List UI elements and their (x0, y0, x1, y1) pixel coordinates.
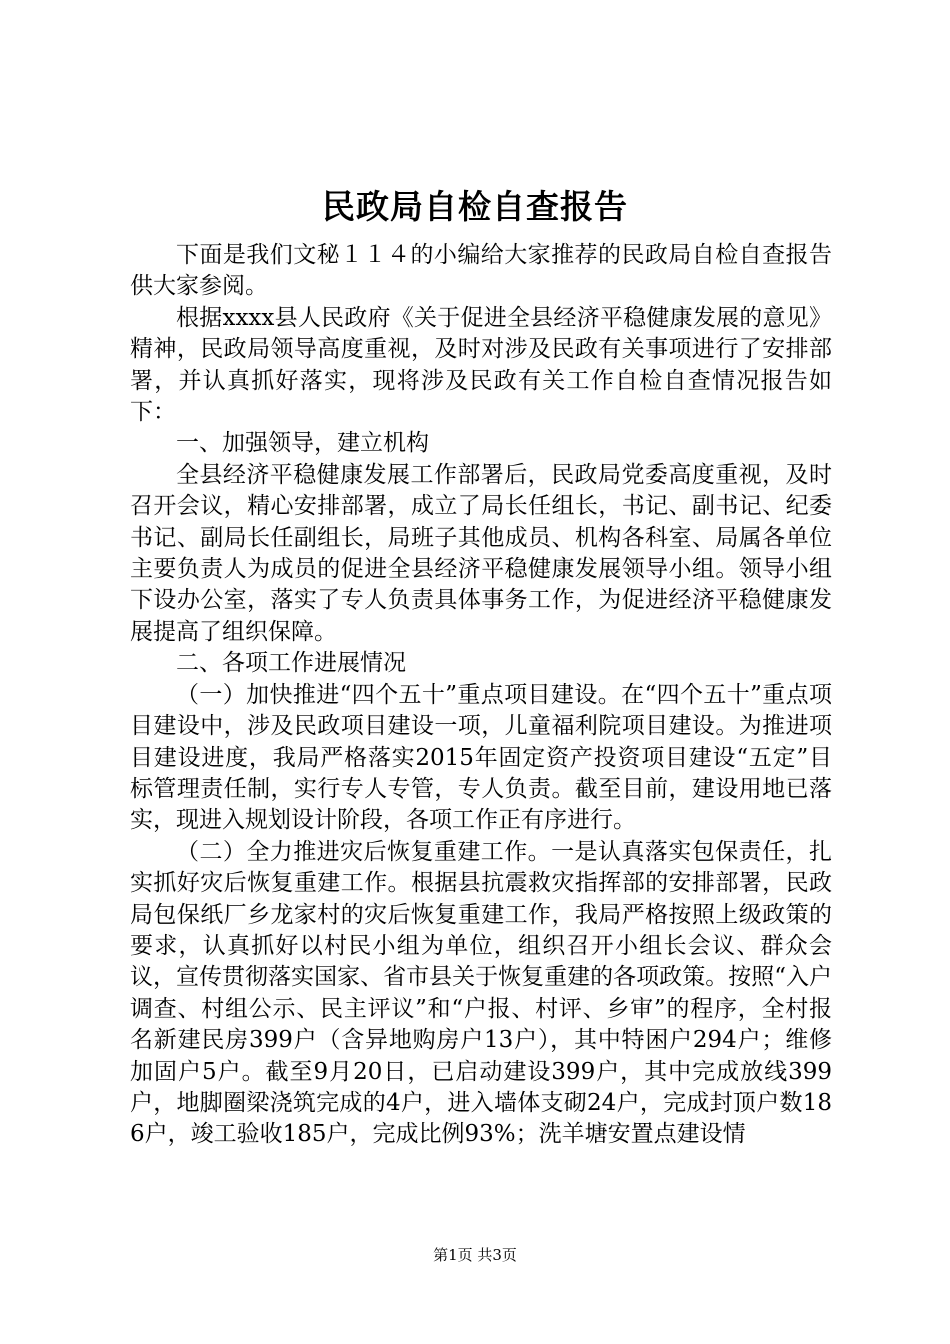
paragraph-leadership: 全县经济平稳健康发展工作部署后，民政局党委高度重视，及时召开会议，精心安排部署，成立了局长任组长，书记、副书记、纪委书记、副局长任副组长，局班子其他成员、机构各科室、局属各单位主要负责人为成员的促进全县经济平稳健康发展领导小组。领导小组下设办公室，落实了专人负责具体事务工作，为促进经济平稳健康发展提高了组织保障。 (130, 461, 832, 645)
document-title: 民政局自检自查报告 (322, 187, 628, 226)
paragraph-reconstruction: （二）全力推进灾后恢复重建工作。一是认真落实包保责任，扎实抓好灾后恢复重建工作。根据县抗震救灾指挥部的安排部署，民政局包保纸厂乡龙家村的灾后恢复重建工作，我局严格按照上级政策的要求，认真抓好以村民小组为单位，组织召开小组长会议、群众会议，宣传贯彻落实国家、省市县关于恢复重建的各项政策。按照“入户调查、村组公示、民主评议”和“户报、村评、乡审”的程序，全村报名新建民房399户（含异地购房户13户），其中特困户294户；维修加固户5户。截至9月20日，已启动建设399户，其中完成放线399户，地脚圈梁浇筑完成的4户，进入墙体支砌24户，完成封顶户数186户，竣工验收185户，完成比例93%；洗羊塘安置点建设情 (130, 838, 832, 1148)
paragraph-basis: 根据xxxx县人民政府《关于促进全县经济平稳健康发展的意见》精神，民政局领导高度重视，及时对涉及民政有关事项进行了安排部署，并认真抓好落实，现将涉及民政有关工作自检自查情况报告如下： (130, 304, 832, 426)
section-heading-1: 一、加强领导，建立机构 (176, 430, 429, 457)
document-body (130, 240, 832, 1151)
section-heading-2: 二、各项工作进展情况 (176, 650, 406, 677)
paragraph-key-projects: （一）加快推进“四个五十”重点项目建设。在“四个五十”重点项目建设中，涉及民政项目建设一项，儿童福利院项目建设。为推进项目建设进度，我局严格落实2015年固定资产投资项目建设“五定”目标管理责任制，实行专人专管，专人负责。截至目前，建设用地已落实，现进入规划设计阶段，各项工作正有序进行。 (130, 681, 832, 834)
paragraph-intro: 下面是我们文秘１１４的小编给大家推荐的民政局自检自查报告供大家参阅。 (130, 242, 832, 300)
page-footer: 第1页 共3页 (433, 1246, 517, 1264)
